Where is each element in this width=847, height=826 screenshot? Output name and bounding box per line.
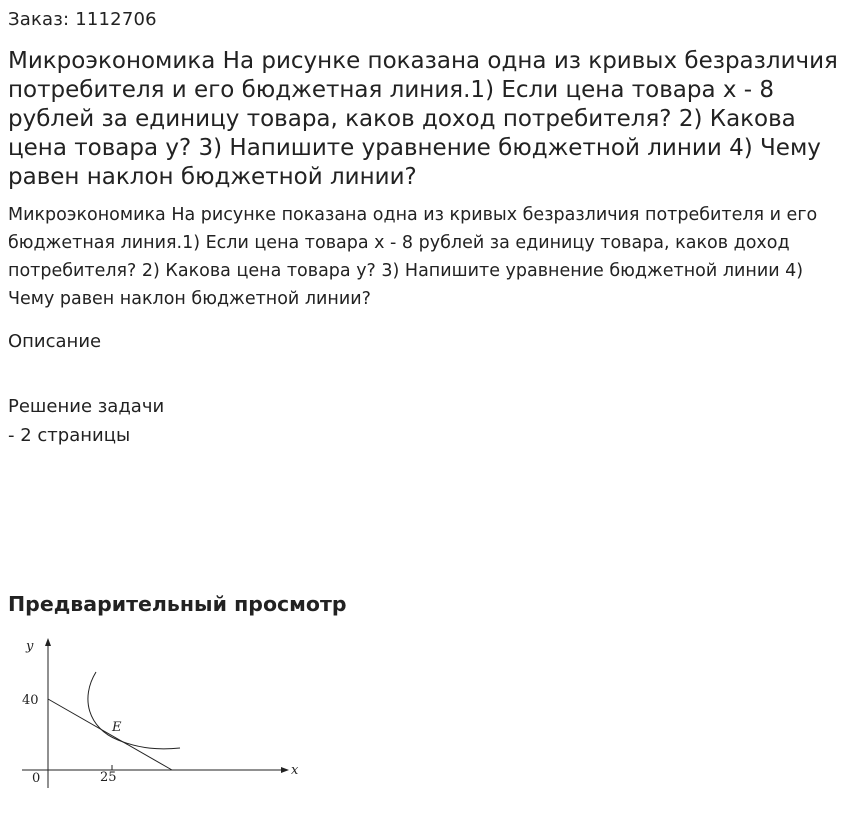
y-intercept-label: 40 <box>22 693 39 708</box>
preview-figure <box>0 628 320 808</box>
point-e-label: E <box>112 720 122 735</box>
solution-title: Решение задачи <box>8 396 165 417</box>
preview-heading: Предварительный просмотр <box>8 592 347 616</box>
solution-info <box>8 392 164 450</box>
x-axis-label: x <box>291 763 299 778</box>
budget-line <box>48 699 172 770</box>
solution-pages: - 2 страницы <box>8 425 131 446</box>
x-tick-label: 25 <box>100 770 117 785</box>
page-title: Микроэкономика На рисунке показана одна из кривых безразличия потребителя и его бюджетная линия.1) Если цена товара х - 8 рублей за единицу товара, каков доход потребителя? 2) Какова цена товара у? 3) Напишите уравнение бюджетной линии 4) Чему равен наклон бюджетной линии? <box>8 48 838 190</box>
indifference-curve <box>88 672 180 749</box>
x-axis-arrow-icon <box>281 767 289 773</box>
y-axis-label: y <box>26 639 34 654</box>
y-axis-arrow-icon <box>45 638 51 646</box>
description-text: Микроэкономика На рисунке показана одна из кривых безразличия потребителя и его бюджетная линия.1) Если цена товара х - 8 рублей за единицу товара, каков доход потребителя? 2) Какова цена товара у? 3) Напишите уравнение бюджетной линии 4) Чему равен наклон бюджетной линии? <box>8 205 818 309</box>
order-number: Заказ: 1112706 <box>8 9 157 30</box>
origin-label: 0 <box>32 771 41 786</box>
description-heading: Описание <box>8 331 102 352</box>
